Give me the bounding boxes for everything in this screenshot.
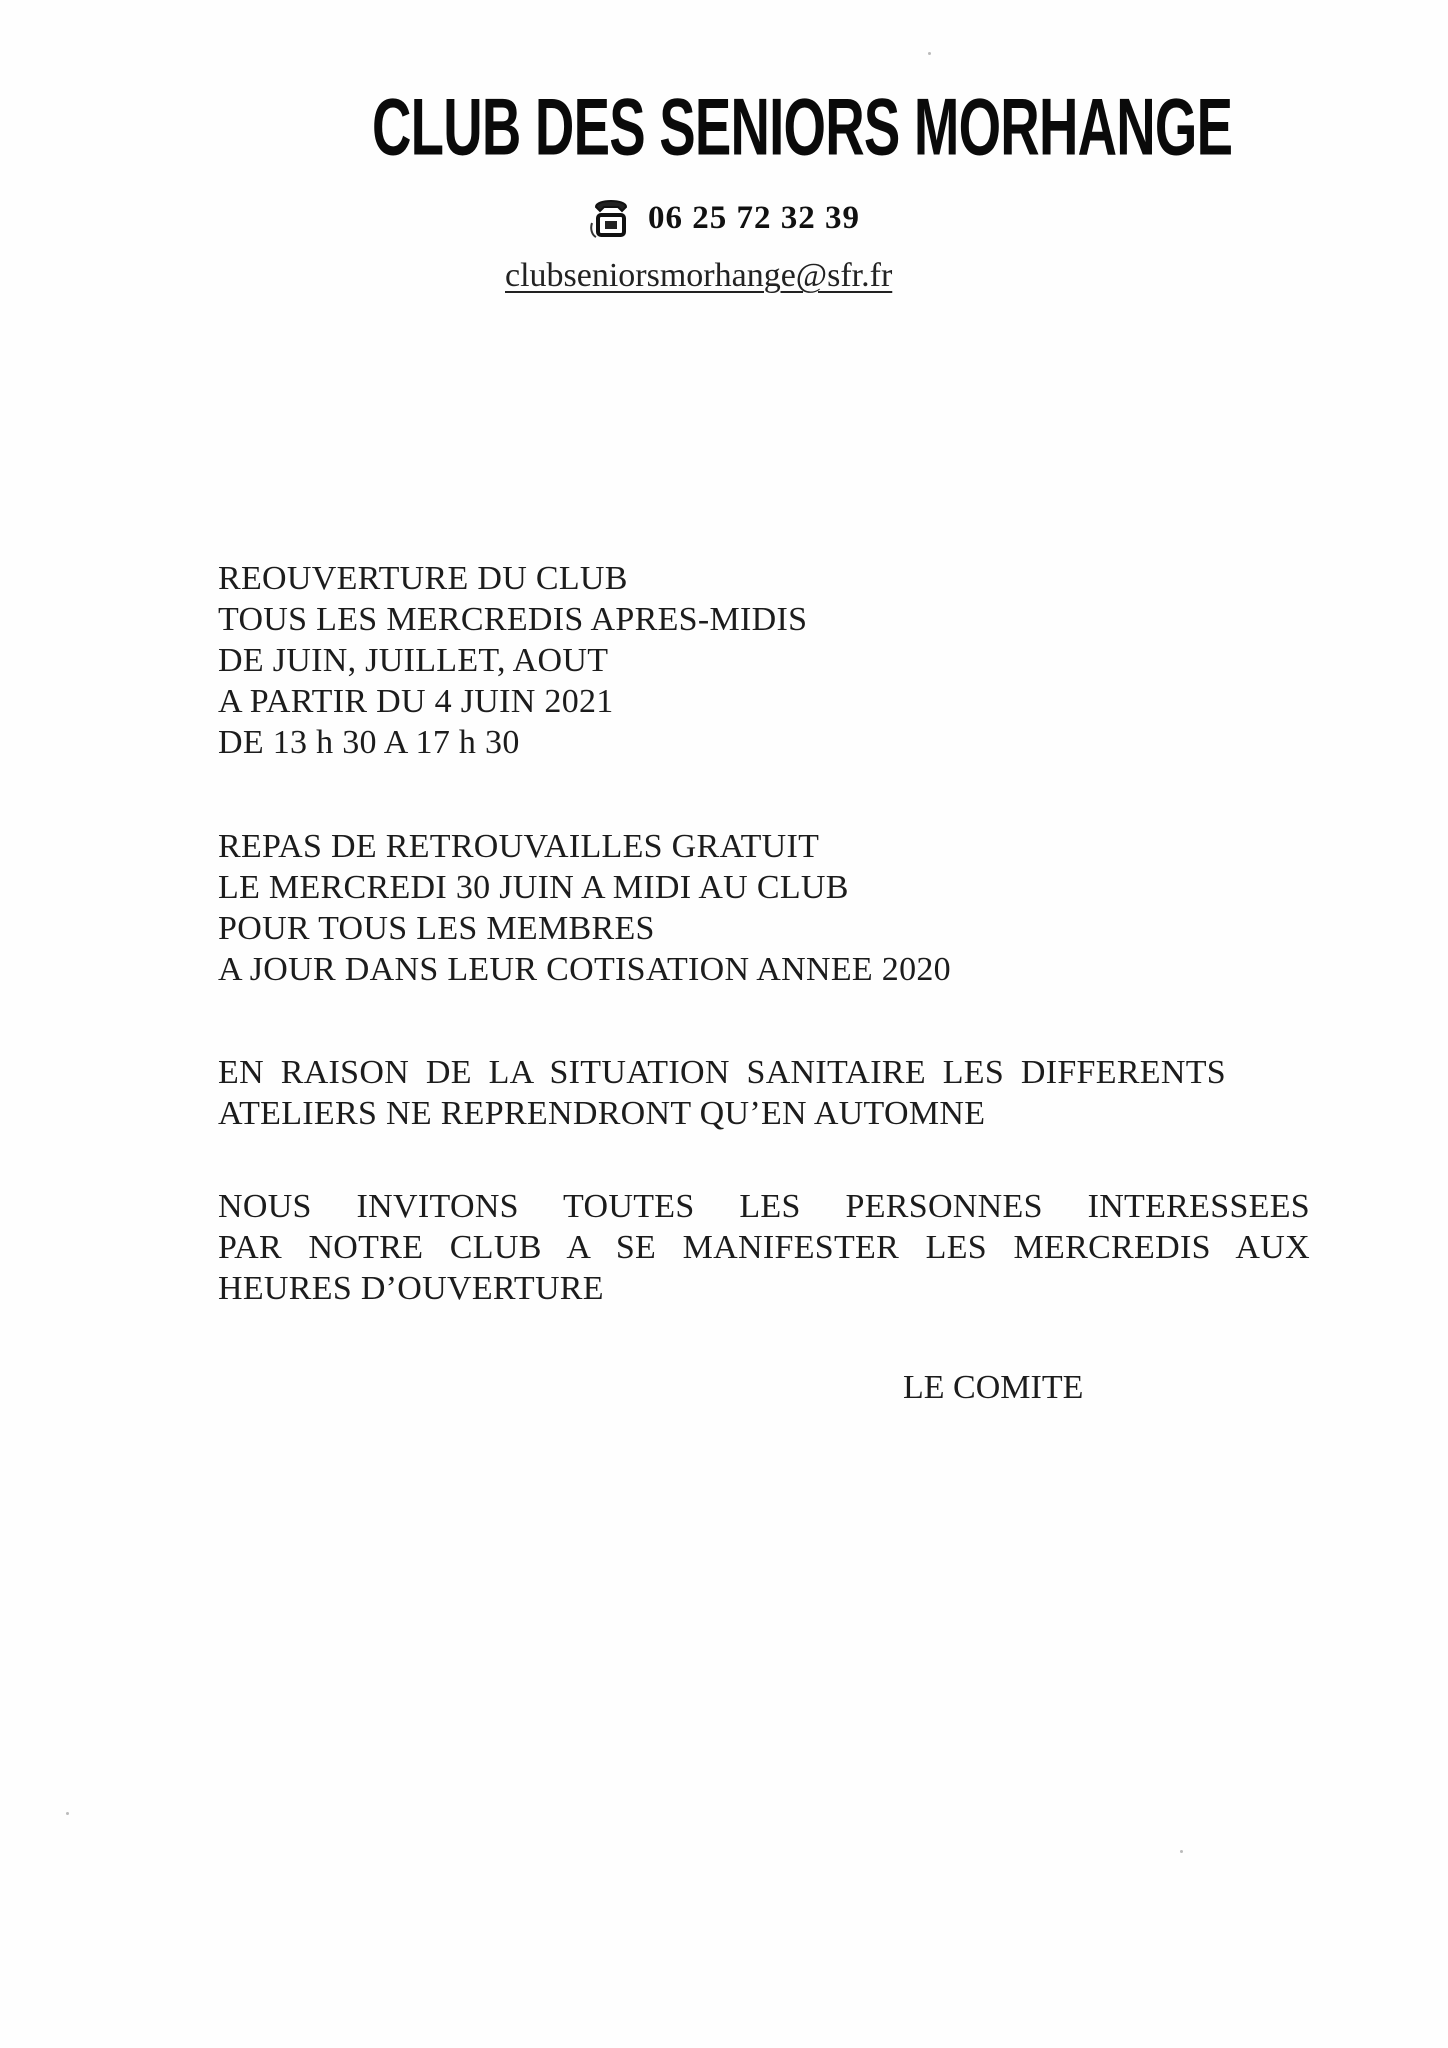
phone-contact	[588, 188, 860, 248]
phone-number: 06 25 72 32 39	[648, 199, 860, 236]
invitation-notice	[218, 1186, 1310, 1309]
text-line: EN RAISON DE LA SITUATION SANITAIRE LES DIFFERENTS	[218, 1054, 1226, 1091]
text-line: POUR TOUS LES MEMBRES	[218, 910, 655, 947]
text-line: REPAS DE RETROUVAILLES GRATUIT	[218, 828, 820, 865]
reopening-notice	[218, 558, 1310, 763]
health-notice	[218, 1052, 1310, 1134]
email-address[interactable]: clubseniorsmorhange@sfr.fr	[505, 257, 893, 294]
text-line: DE JUIN, JUILLET, AOUT	[218, 642, 609, 679]
text-line: HEURES D’OUVERTURE	[218, 1270, 604, 1307]
telephone-icon	[588, 193, 634, 243]
text-line: TOUS LES MERCREDIS APRES-MIDIS	[218, 601, 808, 638]
club-title: CLUB DES SENIORS MORHANGE	[372, 82, 1233, 172]
scan-speck	[66, 1812, 69, 1815]
text-line: LE MERCREDI 30 JUIN A MIDI AU CLUB	[218, 869, 849, 906]
text-line: ATELIERS NE REPRENDRONT QU’EN AUTOMNE	[218, 1095, 986, 1132]
text-line: PAR NOTRE CLUB A SE MANIFESTER LES MERCREDIS AUX	[218, 1229, 1310, 1266]
signature: LE COMITE	[903, 1369, 1084, 1406]
scan-speck	[928, 52, 931, 55]
text-line: A PARTIR DU 4 JUIN 2021	[218, 683, 614, 720]
meal-notice	[218, 826, 1310, 990]
text-line: A JOUR DANS LEUR COTISATION ANNEE 2020	[218, 951, 951, 988]
text-line: NOUS INVITONS TOUTES LES PERSONNES INTERESSEES	[218, 1188, 1310, 1225]
scan-speck	[1180, 1850, 1183, 1853]
text-line: DE 13 h 30 A 17 h 30	[218, 724, 520, 761]
text-line: REOUVERTURE DU CLUB	[218, 560, 628, 597]
